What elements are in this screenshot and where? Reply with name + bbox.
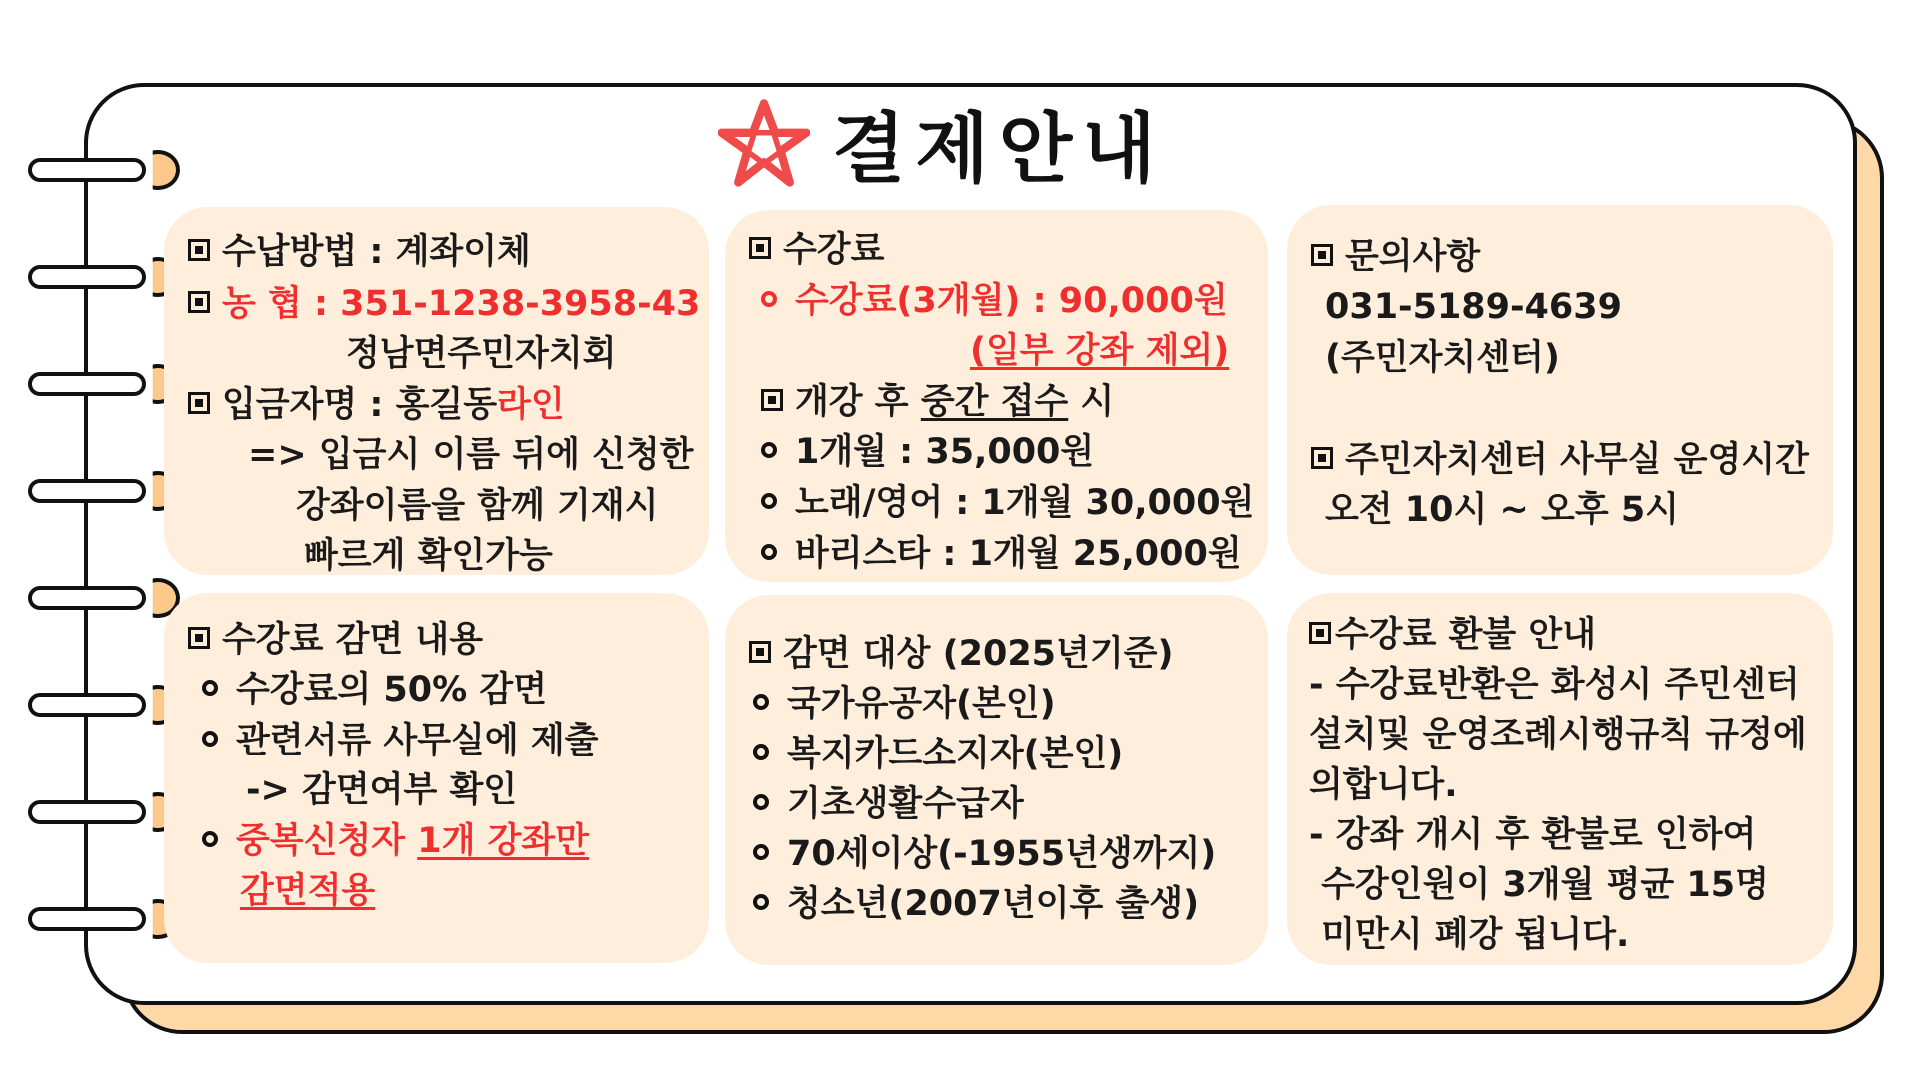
title-text: 결제안내 [832, 103, 1166, 193]
square-bullet-icon [761, 389, 783, 411]
refund-line-2: 설치및 운영조례시행규칙 규정에 [1309, 715, 1807, 755]
circle-bullet-icon [753, 894, 769, 910]
duplicate-applicant-note-2: 감면적용 [240, 871, 376, 911]
notebook-ring-icon [28, 792, 153, 832]
discount-eligibility-box [725, 595, 1268, 965]
list-item: 국가유공자(본인) [753, 679, 1056, 729]
refund-box [1287, 593, 1833, 965]
circle-bullet-icon [202, 731, 218, 747]
circle-bullet-icon [753, 794, 769, 810]
notebook-ring-icon [28, 899, 153, 939]
duplicate-applicant-note: 중복신청자 1개 강좌만 [202, 816, 589, 866]
account-holder: 정남면주민자치회 [346, 334, 617, 374]
circle-bullet-icon [761, 291, 777, 307]
deposit-note-2: 강좌이름을 함께 기재시 [296, 486, 659, 526]
star-icon [718, 96, 810, 188]
eligibility-header: 감면 대상 (2025년기준) [749, 629, 1173, 679]
inquiry-header: 문의사항 [1311, 232, 1480, 282]
square-bullet-icon [1311, 447, 1333, 469]
square-bullet-icon [188, 392, 210, 414]
circle-bullet-icon [753, 844, 769, 860]
circle-bullet-icon [753, 744, 769, 760]
circle-bullet-icon [761, 544, 777, 560]
depositor-line: 입금자명 : 홍길동라인 [188, 380, 565, 430]
payment-method-line: 수납방법 : 계좌이체 [188, 227, 531, 277]
deposit-note-1: => 입금시 이름 뒤에 신청한 [248, 435, 694, 475]
notebook-ring-icon [28, 685, 153, 725]
notebook-ring-icon [28, 578, 153, 618]
refund-line-4: - 강좌 개시 후 환불로 인하여 [1309, 815, 1757, 855]
list-item: 기초생활수급자 [753, 779, 1024, 829]
office-hours: 오전 10시 ~ 오후 5시 [1325, 490, 1679, 530]
refund-line-1: - 수강료반환은 화성시 주민센터 [1309, 665, 1800, 705]
list-item: 관련서류 사무실에 제출 [202, 716, 598, 766]
list-item: 1개월 : 35,000원 [761, 427, 1094, 477]
deposit-note-3: 빠르게 확인가능 [304, 536, 553, 576]
mid-enrollment-header: 개강 후 중간 접수 시 [761, 377, 1114, 427]
tuition-header: 수강료 [749, 225, 884, 275]
square-bullet-icon [1311, 244, 1333, 266]
notebook-ring-icon [28, 364, 153, 404]
refund-header: 수강료 환불 안내 [1309, 610, 1596, 660]
list-item: 노래/영어 : 1개월 30,000원 [761, 478, 1254, 528]
square-bullet-icon [188, 239, 210, 261]
discount-details-box [164, 593, 709, 963]
list-item: 70세이상(-1955년생까지) [753, 829, 1216, 879]
phone-number: 031-5189-4639 [1325, 287, 1622, 327]
list-item: 바리스타 : 1개월 25,000원 [761, 529, 1242, 579]
square-bullet-icon [1309, 622, 1331, 644]
notebook-ring-icon [28, 257, 153, 297]
refund-line-3: 의합니다. [1309, 765, 1458, 805]
bank-account-line: 농 협 : 351-1238-3958-43 [188, 279, 700, 329]
circle-bullet-icon [761, 493, 777, 509]
notebook-ring-icon [28, 150, 153, 190]
inquiry-box [1287, 205, 1833, 575]
square-bullet-icon [188, 291, 210, 313]
tuition-main-fee: 수강료(3개월) : 90,000원 [761, 276, 1228, 326]
inquiry-org: (주민자치센터) [1325, 338, 1560, 378]
list-item: 복지카드소지자(본인) [753, 729, 1123, 779]
refund-line-6: 미만시 폐강 됩니다. [1309, 915, 1630, 955]
circle-bullet-icon [761, 442, 777, 458]
discount-header: 수강료 감면 내용 [188, 615, 483, 665]
discount-confirm-note: -> 감면여부 확인 [246, 770, 518, 810]
square-bullet-icon [188, 627, 210, 649]
square-bullet-icon [749, 641, 771, 663]
refund-line-5: 수강인원이 3개월 평균 15명 [1309, 865, 1769, 905]
circle-bullet-icon [202, 831, 218, 847]
tuition-exception: (일부 강좌 제외) [970, 331, 1230, 371]
office-hours-header: 주민자치센터 사무실 운영시간 [1311, 435, 1809, 485]
payment-method-box [164, 207, 709, 575]
circle-bullet-icon [202, 680, 218, 696]
page-title [718, 92, 1166, 192]
list-item: 청소년(2007년이후 출생) [753, 879, 1199, 929]
list-item: 수강료의 50% 감면 [202, 665, 547, 715]
tuition-box [725, 210, 1268, 582]
notebook-ring-icon [28, 471, 153, 511]
square-bullet-icon [749, 237, 771, 259]
circle-bullet-icon [753, 694, 769, 710]
